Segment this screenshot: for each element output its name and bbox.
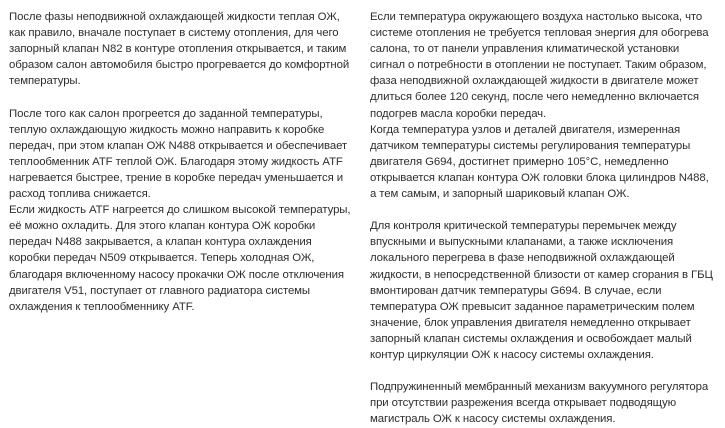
text-line: как правило, вначале поступает в систему отопления, для чего bbox=[9, 27, 339, 40]
text-line: локального перегрева в фазе неподвижной охлаждающей bbox=[370, 252, 675, 265]
text-line: запорный клапан N82 в контуре отопления открывается, и таким bbox=[9, 43, 347, 56]
text-line: жидкости, в непосредственной близости от камер сгорания в ГБЦ bbox=[370, 268, 713, 281]
text-line: контур циркуляции ОЖ к насосу системы охлаждения. bbox=[370, 348, 654, 361]
text-line: открывается клапан контура ОЖ головки блока цилиндров N488, bbox=[370, 171, 709, 184]
text-line: коробки передач N509 открывается. Теперь холодная ОЖ, bbox=[9, 252, 315, 265]
text-line: После фазы неподвижной охлаждающей жидкости теплая ОЖ, bbox=[9, 11, 340, 23]
text-line: значение, блок управления двигателя немедленно открывает bbox=[370, 316, 691, 329]
paragraph-gap bbox=[9, 89, 341, 105]
text-line: системе отопления не требуется тепловая энергия для обогрева bbox=[370, 27, 709, 40]
text-line: сигнал о потребности в отоплении не поступает. Таким образом, bbox=[370, 59, 707, 72]
text-line: температура ОЖ превысит заданное параметрическим полем bbox=[370, 300, 695, 313]
text-line: Для контроля критической температуры перемычек между bbox=[370, 220, 677, 233]
left-text-column bbox=[9, 9, 351, 315]
text-line: теплую охлаждающую жидкость можно направить к коробке bbox=[9, 123, 325, 136]
text-line: передач, при этом клапан ОЖ N488 открывается и обеспечивает bbox=[9, 139, 348, 152]
text-line: Если температура окружающего воздуха настолько высока, что bbox=[370, 11, 703, 23]
text-line: вмонтирован датчик температуры G694. В случае, если bbox=[370, 284, 662, 297]
text-line: Подпружиненный мембранный механизм вакуумного регулятора bbox=[370, 381, 709, 394]
text-line: расход топлива снижается. bbox=[9, 188, 151, 201]
text-line: подогрев масла коробки передач. bbox=[370, 107, 547, 120]
text-line: при отсутствии разрежения всегда открывает подводящую bbox=[370, 397, 677, 410]
text-line: Если жидкость ATF нагреется до слишком высокой температуры, bbox=[9, 204, 351, 217]
text-line: Когда температура узлов и деталей двигателя, измеренная bbox=[370, 123, 681, 136]
paragraph-gap bbox=[370, 202, 710, 218]
paragraph-gap bbox=[370, 363, 710, 379]
text-line: а тем самым, и запорный шариковый клапан ОЖ. bbox=[370, 188, 630, 201]
text-line: впускными и выпускными клапанами, а также исключения bbox=[370, 236, 674, 249]
text-line: образом салон автомобиля быстро прогревается до комфортной bbox=[9, 59, 350, 72]
text-line: запорный клапан системы охлаждения и освобождает малый bbox=[370, 332, 692, 345]
text-line: её можно охладить. Для этого клапан контура ОЖ коробки bbox=[9, 220, 316, 233]
text-line: длиться более 120 секунд, после чего немедленно включается bbox=[370, 91, 699, 104]
text-line: температуры. bbox=[9, 75, 81, 88]
text-line: двигателя G694, достигнет примерно 105°С, немедленно bbox=[370, 155, 669, 168]
text-line: передач N488 закрывается, а клапан контура охлаждения bbox=[9, 236, 312, 249]
text-line: датчиком температуры системы регулирования температуры bbox=[370, 139, 691, 152]
text-line: двигателя V51, поступает от главного радиатора системы bbox=[9, 284, 310, 297]
text-line: магистраль ОЖ к насосу системы охлаждения. bbox=[370, 413, 616, 426]
right-text-column bbox=[370, 9, 713, 427]
text-line: нагревается быстрее, трение в коробке передач уменьшается и bbox=[9, 171, 343, 184]
text-line: салона, то от панели управления климатической установки bbox=[370, 43, 680, 56]
text-line: После того как салон прогреется до заданной температуры, bbox=[9, 107, 323, 120]
text-line: благодаря включенному насосу прокачки ОЖ после отключения bbox=[9, 268, 344, 281]
text-line: фаза неподвижной охлаждающей жидкости в двигателе может bbox=[370, 75, 699, 88]
text-line: охлаждения к теплообменнику ATF. bbox=[9, 300, 195, 313]
text-line: теплообменник ATF теплой ОЖ. Благодаря этому жидкость ATF bbox=[9, 155, 343, 168]
